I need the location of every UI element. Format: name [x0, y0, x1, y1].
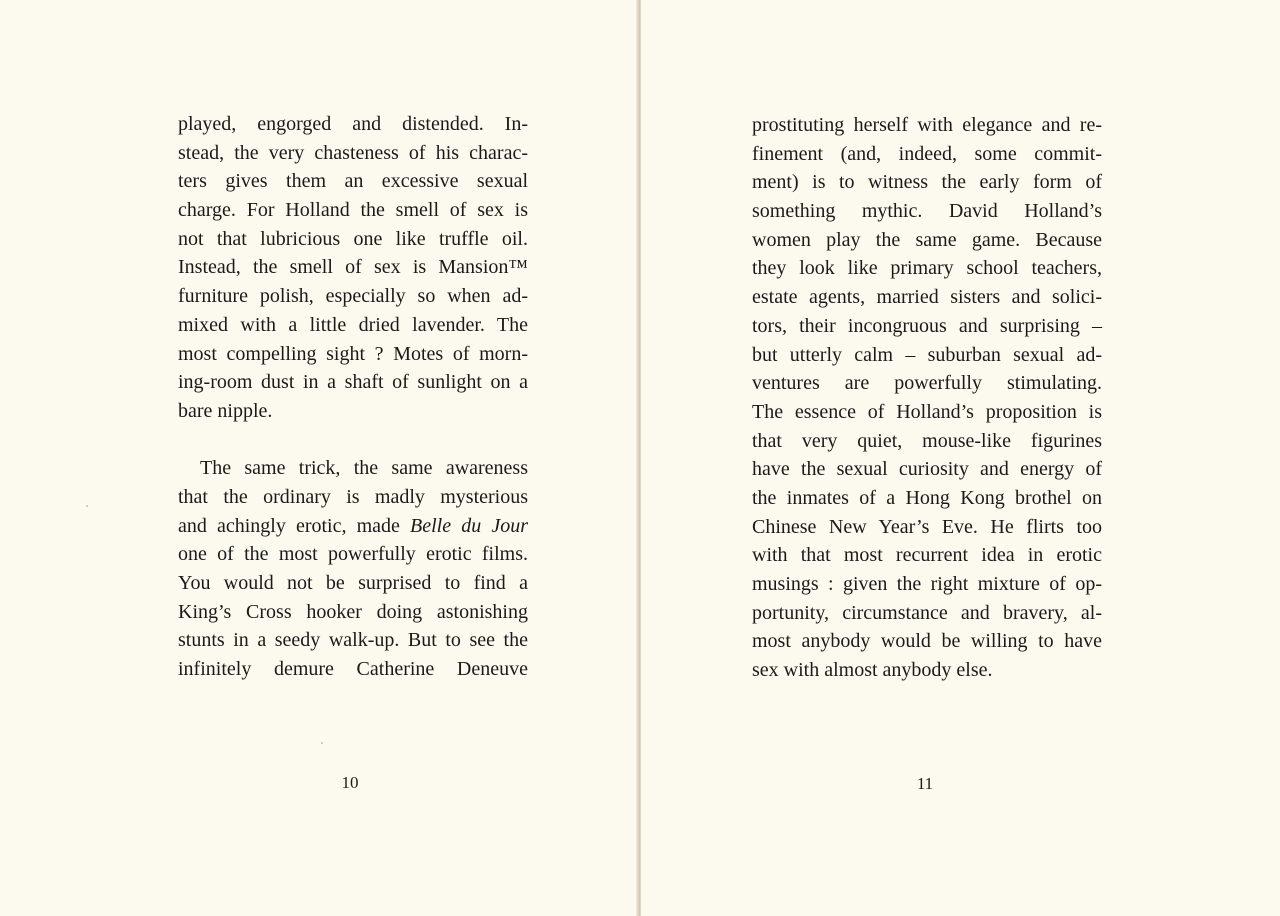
text-line: The same trick, the same awareness [200, 457, 528, 480]
text-line: The essence of Holland’s proposition is [752, 400, 1102, 423]
text-line: ing-room dust in a shaft of sunlight on a [178, 371, 528, 394]
left-page [0, 0, 638, 916]
text-line: portunity, circumstance and bravery, al- [752, 601, 1102, 624]
text-line: the inmates of a Hong Kong brothel on [752, 486, 1102, 509]
page-number: 10 [341, 773, 359, 792]
left-page-text [178, 110, 528, 684]
film-title: Belle du Jour [410, 514, 528, 537]
text-line: something mythic. David Holland’s [752, 200, 1102, 223]
text-line: most anybody would be willing to have [752, 630, 1102, 653]
text-line: ventures are powerfully stimulating. [752, 372, 1102, 395]
text-line: that the ordinary is madly mysterious [178, 485, 528, 508]
text-line: they look like primary school teachers, [752, 257, 1102, 280]
text-line: Instead, the smell of sex is Mansion™ [178, 256, 528, 279]
text-line: infinitely demure Catherine Deneuve [178, 658, 528, 681]
text-line: estate agents, married sisters and solici- [752, 286, 1102, 309]
text-line: but utterly calm – suburban sexual ad- [752, 343, 1102, 366]
text-line: ters gives them an excessive sexual [178, 170, 528, 193]
text-line: not that lubricious one like truffle oil. [178, 227, 528, 250]
text-line: most compelling sight ? Motes of morn- [178, 342, 528, 365]
right-page-text [752, 111, 1102, 685]
text-line: tors, their incongruous and surprising – [752, 314, 1102, 337]
paper-speck [86, 505, 88, 507]
text-line: that very quiet, mouse-like figurines [752, 429, 1102, 452]
text-line: women play the same game. Because [752, 228, 1102, 251]
text-line: finement (and, indeed, some commit- [752, 142, 1102, 165]
text-line-with-italic-title: and achingly erotic, made Belle du Jour [178, 514, 528, 537]
text-line: furniture polish, especially so when ad- [178, 285, 528, 308]
text-line: King’s Cross hooker doing astonishing [178, 600, 528, 623]
text-line: one of the most powerfully erotic films. [178, 543, 528, 566]
paper-speck [321, 742, 323, 744]
text-line: Chinese New Year’s Eve. He flirts too [752, 515, 1102, 538]
paragraph-gap [178, 426, 528, 455]
page-number: 11 [916, 774, 934, 793]
text-line: have the sexual curiosity and energy of [752, 458, 1102, 481]
text-line: played, engorged and distended. In- [178, 113, 528, 135]
text-line: stead, the very chasteness of his charac- [178, 141, 528, 164]
text-line: mixed with a little dried lavender. The [178, 313, 528, 336]
text-line: ment) is to witness the early form of [752, 171, 1102, 194]
text-line: prostituting herself with elegance and re- [752, 114, 1102, 136]
text-line: stunts in a seedy walk-up. But to see the [178, 629, 528, 652]
text-line: musings : given the right mixture of op- [752, 573, 1102, 595]
text-line: You would not be surprised to find a [178, 572, 528, 594]
text-line: with that most recurrent idea in erotic [752, 544, 1102, 567]
text-line: sex with almost anybody else. [752, 659, 993, 682]
text-line: bare nipple. [178, 399, 273, 422]
right-page [641, 0, 1280, 916]
text-line: charge. For Holland the smell of sex is [178, 199, 528, 222]
